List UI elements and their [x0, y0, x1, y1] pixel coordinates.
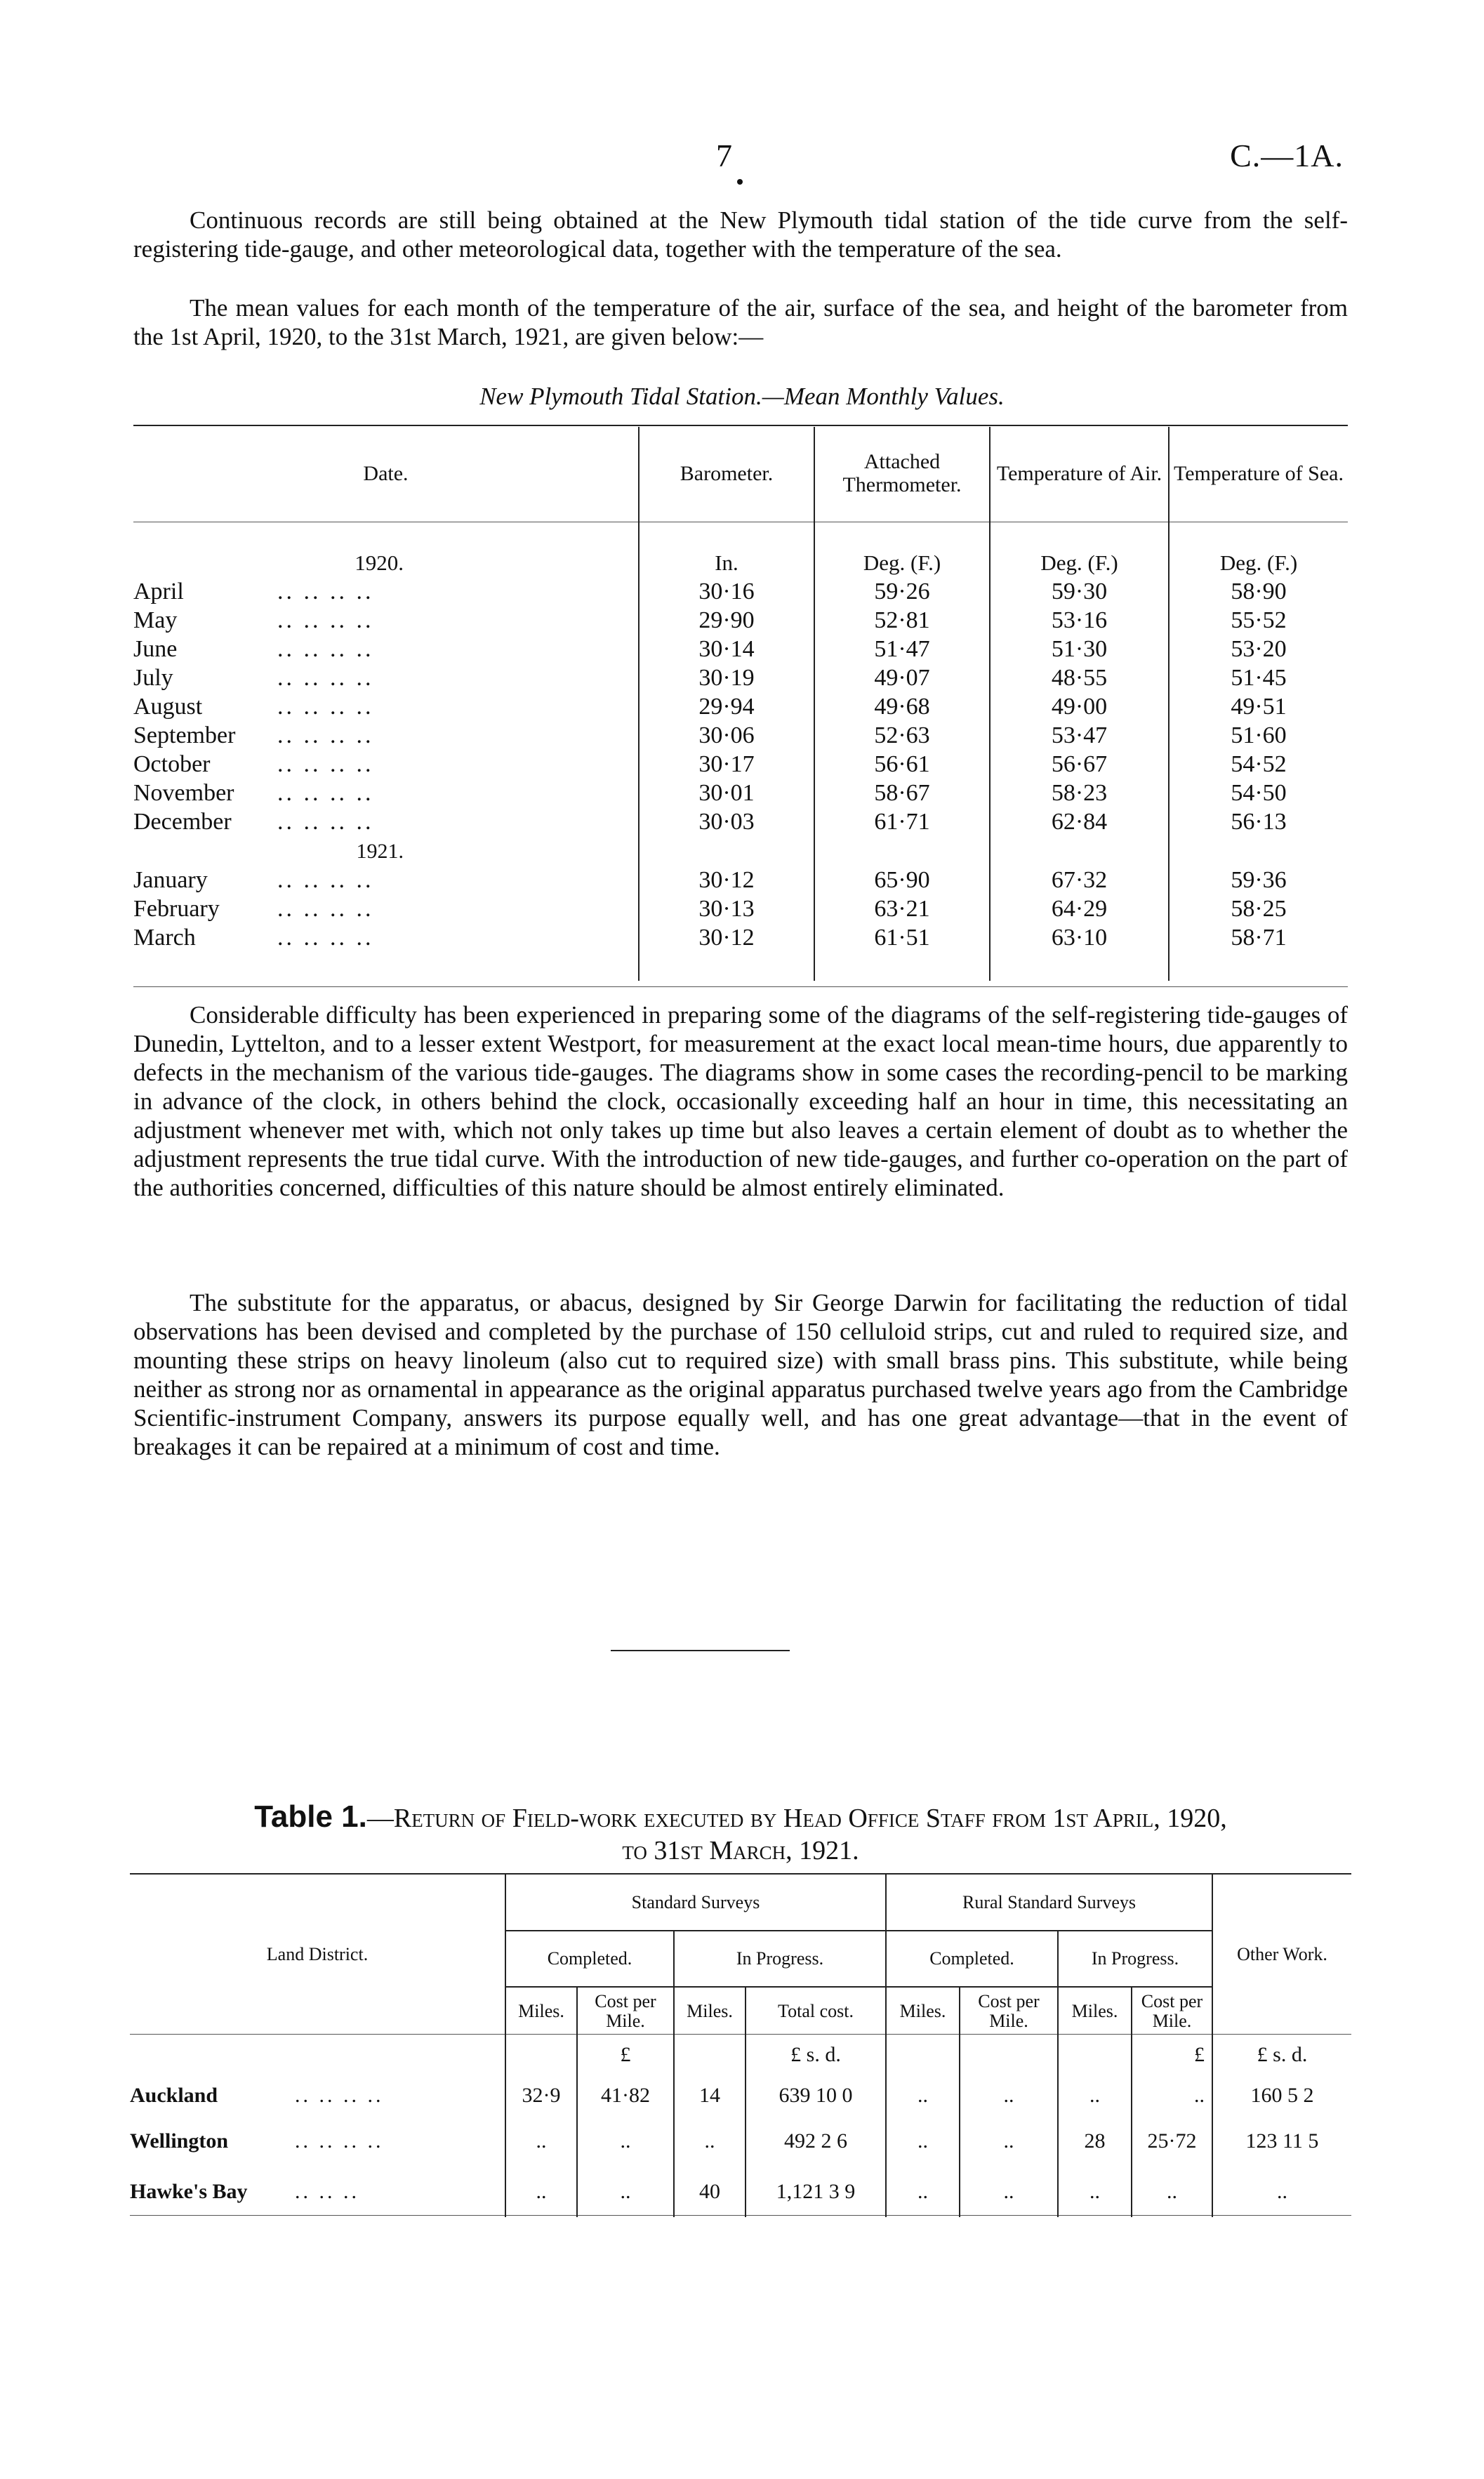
- col-s-p-miles: Miles.: [674, 1987, 746, 2035]
- paragraph-substitute: The substitute for the apparatus, or abacus, designed by Sir George Darwin for facilitating the reduction of tidal observations has been devised and completed by the purchase of 150 celluloid strips, cut and ruled to required size, and mounting these strips on heavy linoleum (also cut to required size) with small brass pins. This substitute, while being neither as strong nor as ornamental in appearance as the original apparatus purchased twelve years ago from the Cambridge Scientific-instrument Company, answers its purpose equally well, and has one great advantage—that in the event of breakages it can be repaired at a minimum of cost and time.: [133, 1289, 1348, 1460]
- section-divider: [611, 1650, 790, 1651]
- table1-title: [130, 1801, 1351, 1867]
- table-row: October .. .. .. .. 30·17 56·61 56·67 54·52: [133, 750, 1348, 779]
- col-s-c-miles: Miles.: [505, 1987, 577, 2035]
- col-s-p-total: Total cost.: [746, 1987, 886, 2035]
- unit-attached: Deg. (F.): [814, 548, 990, 577]
- col-r-c-cost: Cost per Mile.: [960, 1987, 1058, 2035]
- page-number: 7: [716, 138, 732, 173]
- units-row: [133, 548, 1348, 577]
- col-other-work: Other Work.: [1212, 1875, 1351, 2035]
- table-row: Auckland .. .. .. .. 32·9 41·82 14 639 10 0 .. .. .. .. 160 5 2: [130, 2075, 1351, 2116]
- col-attached-thermometer: Attached Thermometer.: [814, 427, 990, 520]
- table-row: April .. .. .. .. 30·16 59·26 59·30 58·90: [133, 577, 1348, 606]
- table-row: November .. .. .. .. 30·01 58·67 58·23 54·50: [133, 779, 1348, 807]
- paragraph-mean-values: The mean values for each month of the temperature of the air, surface of the sea, and height of the barometer from the 1st April, 1920, to the 31st March, 1921, are given below:—: [133, 294, 1348, 350]
- table-row: December .. .. .. .. 30·03 61·71 62·84 56·13: [133, 807, 1348, 836]
- paragraph-difficulty: Considerable difficulty has been experienced in preparing some of the diagrams of the self-registering tide-gauges of Dunedin, Lyttelton, and to a lesser extent Westport, for measurement at the exact local mean-time hours, due apparently to defects in the mechanism of the various tide-gauges. The diagrams show in some cases the recording-pencil to be marking in advance of the clock, in others behind the clock, occasionally exceeding half an hour in time, this necessitating an adjustment whenever met with, which not only takes up time but also leaves a certain element of doubt as to whether the adjustment represents the true tidal curve. With the introduction of new tide-gauges, and further co-operation on the part of the authorities concerned, difficulties of this nature should be almost entirely eliminated.: [133, 1001, 1348, 1201]
- header-rural-in-progress: In Progress.: [1058, 1931, 1212, 1987]
- document-reference: C.—1A.: [1230, 138, 1344, 173]
- header-rural-completed: Completed.: [886, 1931, 1058, 1987]
- header-standard-surveys: Standard Surveys: [505, 1875, 886, 1931]
- table1: [130, 1875, 1351, 2217]
- table-row: August .. .. .. .. 29·94 49·68 49·00 49·51: [133, 692, 1348, 721]
- table-row: February .. .. .. .. 30·13 63·21 64·29 58·25: [133, 894, 1348, 923]
- col-r-c-miles: Miles.: [886, 1987, 960, 2035]
- col-temperature-air: Temperature of Air.: [990, 427, 1169, 520]
- tidal-table-bottom-rule: [133, 986, 1348, 987]
- col-barometer: Barometer.: [639, 427, 814, 520]
- header-standard-completed: Completed.: [505, 1931, 674, 1987]
- table-row: Hawke's Bay .. .. .. .. .. 40 1,121 3 9 .. .. .. .. ..: [130, 2167, 1351, 2217]
- col-land-district: Land District.: [266, 1944, 369, 1964]
- table-row: January .. .. .. .. 30·12 65·90 67·32 59·36: [133, 866, 1348, 894]
- header-standard-in-progress: In Progress.: [674, 1931, 886, 1987]
- table1-label: Table 1.: [254, 1799, 367, 1834]
- unit-barometer: In.: [639, 548, 814, 577]
- col-r-p-cost: Cost per Mile.: [1132, 1987, 1212, 2035]
- unit-sea: Deg. (F.): [1169, 548, 1348, 577]
- table1-title-line1: —Return of Field-work executed by Head Office Staff from 1st April, 1920,: [366, 1804, 1227, 1833]
- tidal-table-top-rule: [133, 425, 1348, 426]
- table1-title-line2: to 31st March, 1921.: [622, 1836, 859, 1865]
- unit-air: Deg. (F.): [990, 548, 1169, 577]
- year-1921: 1921.: [356, 840, 404, 863]
- paragraph-continuous-records: Continuous records are still being obtained at the New Plymouth tidal station of the tide curve from the self-registering tide-gauge, and other meteorological data, together with the temperature of the sea.: [133, 206, 1348, 263]
- ink-dot: [737, 179, 743, 185]
- header-rural-standard-surveys: Rural Standard Surveys: [886, 1875, 1212, 1931]
- tidal-table-caption: New Plymouth Tidal Station.—Mean Monthly Values.: [479, 383, 1005, 410]
- table1-units-row: £ £ s. d. £ £ s. d.: [130, 2035, 1351, 2075]
- table-row: September .. .. .. .. 30·06 52·63 53·47 51·60: [133, 721, 1348, 750]
- col-temperature-sea: Temperature of Sea.: [1169, 427, 1348, 520]
- table-row: July .. .. .. .. 30·19 49·07 48·55 51·45: [133, 663, 1348, 692]
- col-s-c-cost: Cost per Mile.: [577, 1987, 674, 2035]
- table-row: June .. .. .. .. 30·14 51·47 51·30 53·20: [133, 635, 1348, 663]
- table-row: Wellington .. .. .. .. .. .. .. 492 2 6 .. .. 28 25·72 123 11 5: [130, 2116, 1351, 2167]
- col-r-p-miles: Miles.: [1058, 1987, 1132, 2035]
- table-row: May .. .. .. .. 29·90 52·81 53·16 55·52: [133, 606, 1348, 635]
- table-row: March .. .. .. .. 30·12 61·51 63·10 58·71: [133, 923, 1348, 952]
- col-date: Date.: [363, 461, 409, 485]
- year-row: [133, 836, 1348, 866]
- tidal-table: [133, 427, 1348, 981]
- year-1920: 1920.: [355, 550, 404, 575]
